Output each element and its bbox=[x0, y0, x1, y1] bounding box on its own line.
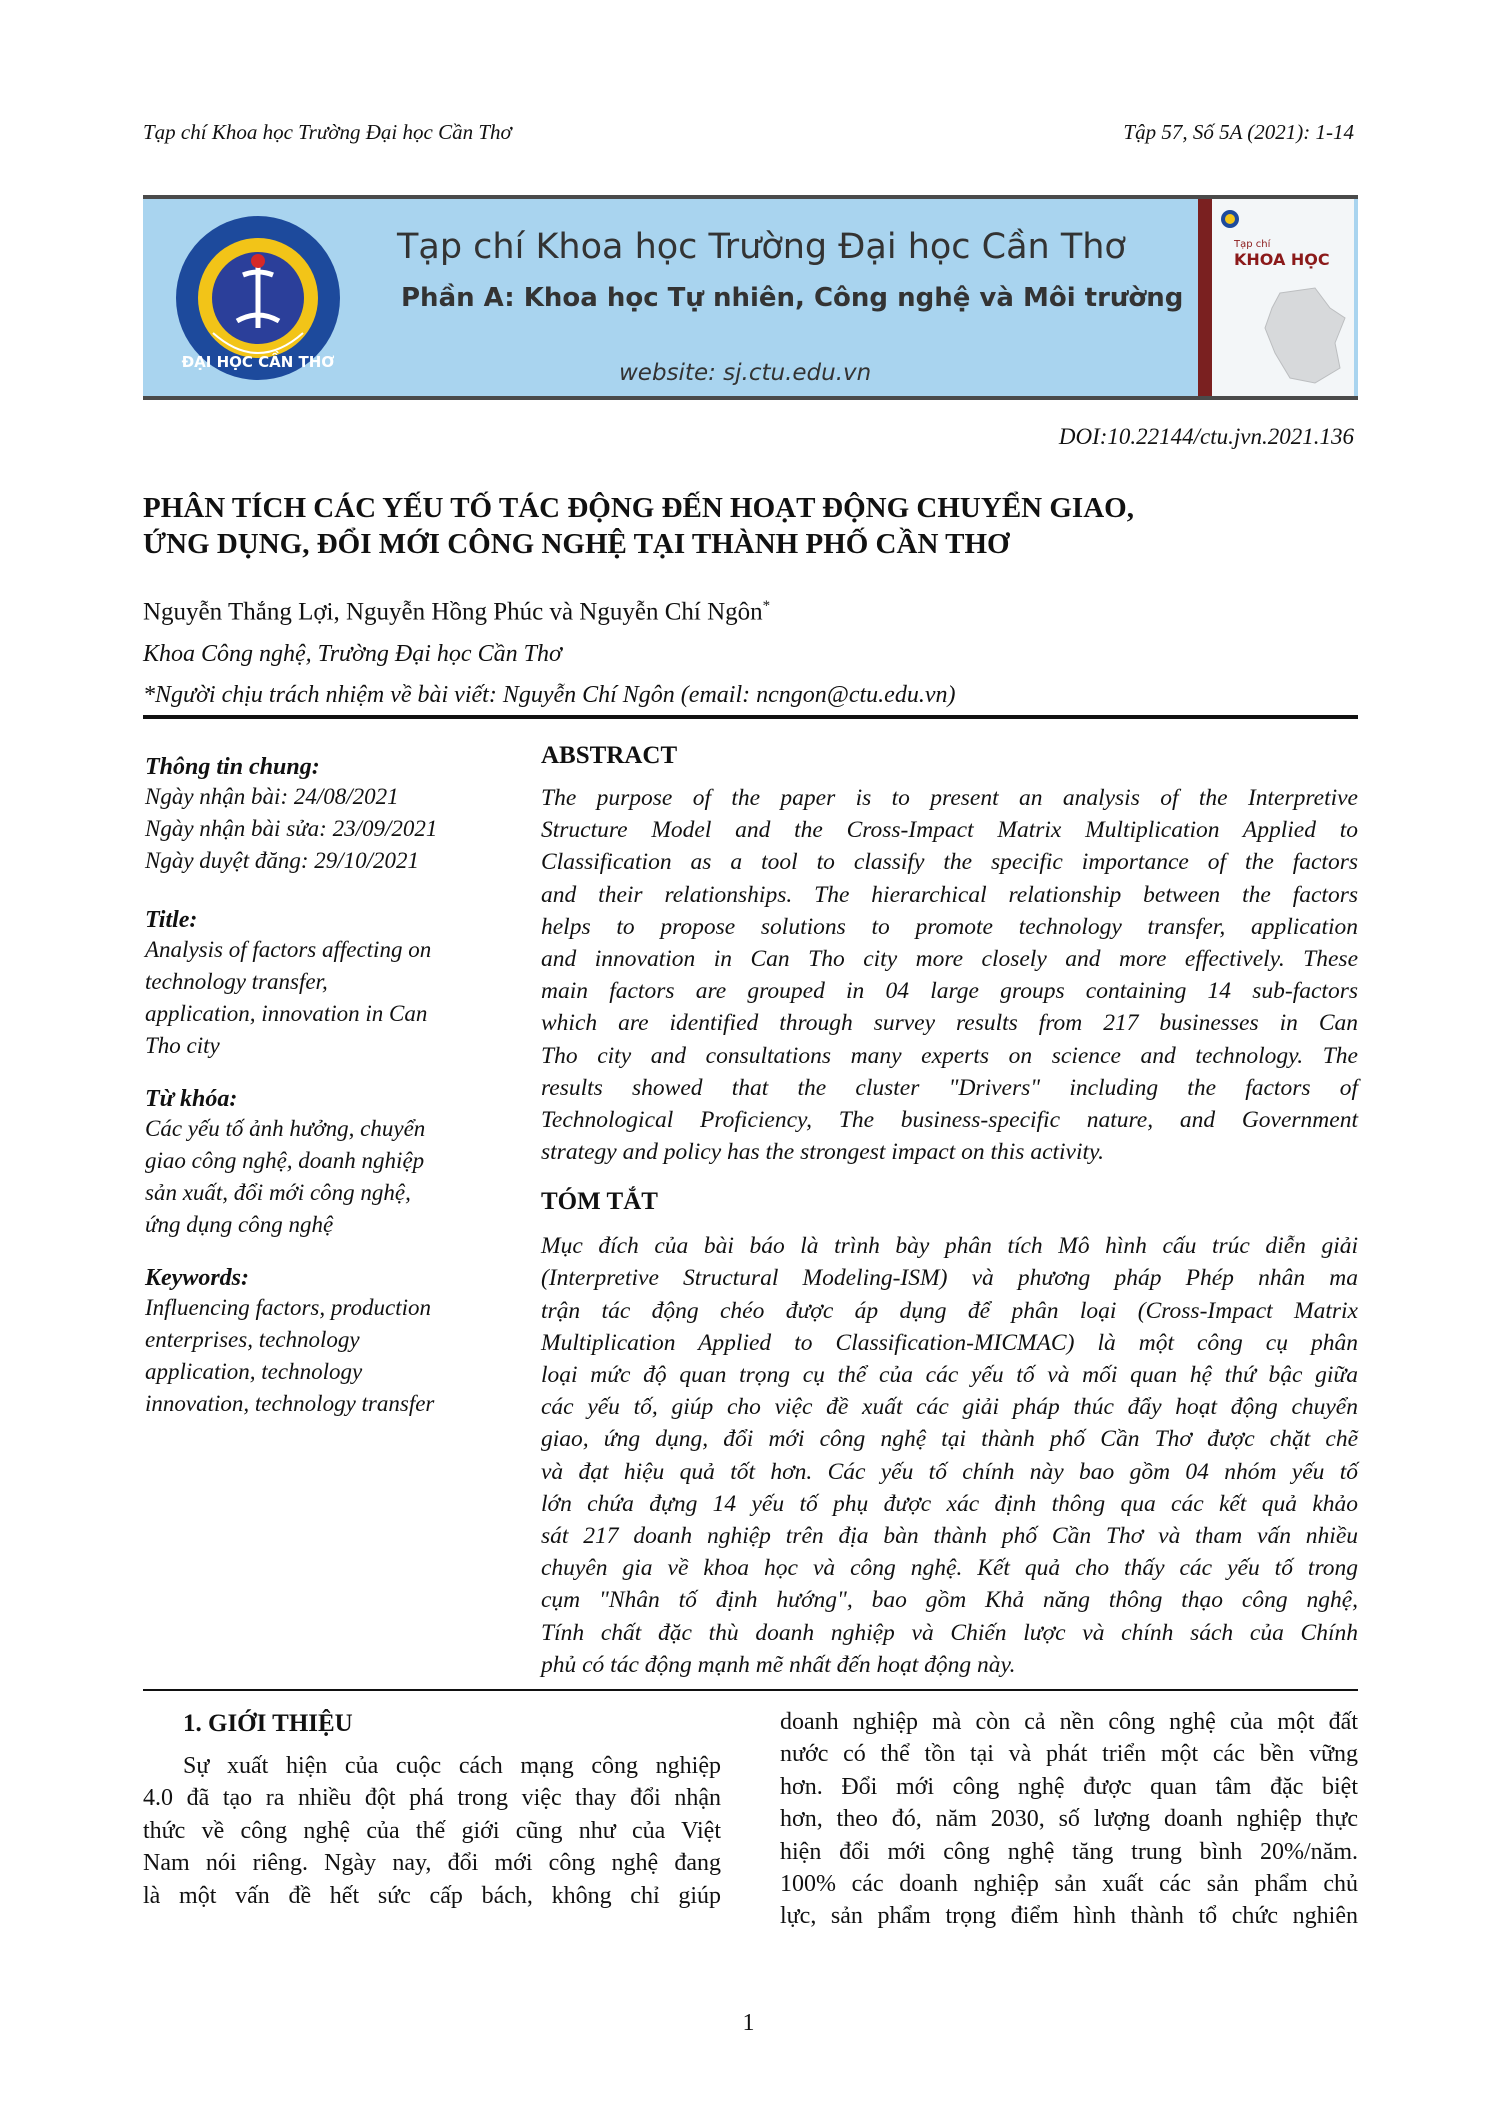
title-line: ỨNG DỤNG, ĐỔI MỚI CÔNG NGHỆ TẠI THÀNH PHỐ CẦN THƠ bbox=[143, 528, 1010, 560]
body-line: hơn. Đổi mới công nghệ được quan tâm đặc biệt bbox=[780, 1773, 1358, 1800]
keywords-en-line: application, technology bbox=[145, 1359, 363, 1384]
keywords-vi-line: sản xuất, đổi mới công nghệ, bbox=[145, 1180, 411, 1205]
summary-line: chuyên gia về khoa học và công nghệ. Kết quả cho thấy các yếu tố trong bbox=[541, 1555, 1358, 1582]
corresponding-author: *Người chịu trách nhiệm về bài viết: Nguyễn Chí Ngôn (email: ncngon@ctu.edu.vn) bbox=[143, 682, 956, 708]
body-line: 100% các doanh nghiệp sản xuất các sản phẩm chủ bbox=[780, 1870, 1358, 1897]
abstract-line: Tho city and consultations many experts on science and technology. The bbox=[541, 1042, 1358, 1069]
body-line: 4.0 đã tạo ra nhiều đột phá trong việc thay đổi nhận bbox=[143, 1785, 721, 1812]
volume-info: Tập 57, Số 5A (2021): 1-14 bbox=[1123, 120, 1354, 144]
revised-date: Ngày nhận bài sửa: 23/09/2021 bbox=[145, 816, 438, 841]
cover-big-text: KHOA HỌC bbox=[1234, 250, 1330, 269]
abstract-line: The purpose of the paper is to present an analysis of the Interpretive bbox=[541, 785, 1358, 811]
author-names: Nguyễn Thắng Lợi, Nguyễn Hồng Phúc và Nguyễn Chí Ngôn bbox=[143, 598, 763, 626]
abstract-line: strategy and policy has the strongest impact on this activity. bbox=[541, 1139, 1105, 1166]
body-line: doanh nghiệp mà còn cả nền công nghệ của một đất bbox=[780, 1709, 1358, 1735]
abstract-column bbox=[541, 738, 1358, 1681]
affiliation: Khoa Công nghệ, Trường Đại học Cần Thơ bbox=[143, 641, 562, 667]
summary-line: giao, ứng dụng, đổi mới công nghệ tại thành phố Cần Thơ được chặt chẽ bbox=[541, 1426, 1358, 1453]
map-icon bbox=[1260, 283, 1350, 388]
section-heading: 1. GIỚI THIỆU bbox=[183, 1710, 353, 1737]
logo-text: ĐẠI HỌC CẦN THƠ bbox=[181, 353, 335, 371]
summary-line: trận tác động chéo được áp dụng để phân loại (Cross-Impact Matrix bbox=[541, 1297, 1358, 1324]
page-number: 1 bbox=[742, 2010, 755, 2036]
doi[interactable]: DOI:10.22144/ctu.jvn.2021.136 bbox=[1058, 424, 1354, 449]
cover-strip bbox=[1198, 199, 1212, 396]
keywords-en-line: innovation, technology transfer bbox=[145, 1391, 435, 1416]
cover-logo-icon bbox=[1220, 209, 1240, 229]
summary-line: Tính chất đặc thù doanh nghiệp và Chiến lược và chính sách của Chính bbox=[541, 1619, 1358, 1646]
journal-cover-thumbnail bbox=[1212, 199, 1354, 396]
intro-paragraph-continued bbox=[780, 1706, 1358, 1933]
english-title-line: Analysis of factors affecting on bbox=[145, 937, 432, 962]
keywords-en-line: Influencing factors, production bbox=[145, 1295, 431, 1320]
body-line: Nam nói riêng. Ngày nay, đổi mới công nghệ đang bbox=[143, 1850, 721, 1877]
summary-line: Mục đích của bài báo là trình bày phân tích Mô hình cấu trúc diễn giải bbox=[541, 1233, 1358, 1260]
banner-title: Tạp chí Khoa học Trường Đại học Cần Thơ bbox=[397, 227, 1126, 267]
corresponding-mark: * bbox=[762, 598, 771, 614]
summary-heading: TÓM TẮT bbox=[541, 1188, 658, 1216]
summary-line: cụm "Nhân tố định hướng", bao gồm Khả năng thông thạo công nghệ, bbox=[541, 1587, 1358, 1614]
abstract-line: Structure Model and the Cross-Impact Matrix Multiplication Applied to bbox=[541, 817, 1358, 844]
abstract-line: Classification as a tool to classify the specific importance of the factors bbox=[541, 849, 1358, 876]
received-date: Ngày nhận bài: 24/08/2021 bbox=[145, 784, 399, 809]
keywords-vi-line: giao công nghệ, doanh nghiệp bbox=[145, 1148, 425, 1173]
article-info bbox=[145, 754, 505, 1420]
body-column-right bbox=[780, 1706, 1358, 1933]
body-line: thức về công nghệ của thế giới cũng như của Việt bbox=[143, 1817, 721, 1844]
body-line: hiện đổi mới công nghệ tăng trung bình 20%/năm. bbox=[780, 1838, 1358, 1865]
keywords-vi-line: ứng dụng công nghệ bbox=[145, 1212, 334, 1237]
divider bbox=[143, 1689, 1358, 1691]
body-column-left bbox=[143, 1706, 721, 1912]
general-info-heading: Thông tin chung: bbox=[145, 754, 320, 780]
keywords-en-line: enterprises, technology bbox=[145, 1327, 360, 1352]
english-title-line: Tho city bbox=[145, 1033, 220, 1058]
accepted-date: Ngày duyệt đăng: 29/10/2021 bbox=[145, 848, 420, 873]
running-header bbox=[143, 120, 1354, 150]
summary-line: lớn chứa đựng 14 yếu tố phụ được xác định thông qua các kết quả khảo bbox=[541, 1490, 1358, 1517]
summary-line: các yếu tố, giúp cho việc đề xuất các giải pháp thúc đẩy hoạt động chuyển bbox=[541, 1394, 1358, 1421]
abstract-line: main factors are grouped in 04 large groups containing 14 sub-factors bbox=[541, 978, 1358, 1005]
keywords-vi-line: Các yếu tố ảnh hưởng, chuyển bbox=[145, 1116, 426, 1141]
divider bbox=[143, 715, 1358, 719]
cover-small-text: Tạp chí bbox=[1234, 239, 1271, 250]
abstract-line: and their relationships. The hierarchical relationship between the factors bbox=[541, 881, 1358, 908]
abstract-line: which are identified through survey results from 217 businesses in Can bbox=[541, 1010, 1358, 1037]
summary-body bbox=[541, 1230, 1358, 1681]
banner-website[interactable]: website: sj.ctu.edu.vn bbox=[619, 360, 872, 386]
intro-paragraph bbox=[143, 1750, 721, 1912]
english-title-line: technology transfer, bbox=[145, 969, 328, 994]
keywords-en-heading: Keywords: bbox=[145, 1265, 249, 1291]
abstract-line: Technological Proficiency, The business-specific nature, and Government bbox=[541, 1106, 1358, 1133]
abstract-line: and innovation in Can Tho city more closely and more effectively. These bbox=[541, 945, 1358, 972]
university-logo bbox=[173, 213, 343, 383]
body-line: là một vấn đề hết sức cấp bách, không chỉ giúp bbox=[143, 1882, 721, 1909]
abstract-line: results showed that the cluster "Drivers" including the factors of bbox=[541, 1074, 1358, 1101]
english-title-heading: Title: bbox=[145, 907, 198, 933]
english-title-line: application, innovation in Can bbox=[145, 1001, 428, 1026]
summary-line: (Interpretive Structural Modeling-ISM) và phương pháp Phép nhân ma bbox=[541, 1265, 1358, 1292]
body-line: lực, sản phẩm trọng điểm hình thành tổ chức nghiên bbox=[780, 1903, 1358, 1930]
summary-line: và đạt hiệu quả tốt hơn. Các yếu tố chính này bao gồm 04 nhóm yếu tố bbox=[541, 1458, 1358, 1485]
title-line: PHÂN TÍCH CÁC YẾU TỐ TÁC ĐỘNG ĐẾN HOẠT ĐỘNG CHUYỂN GIAO, bbox=[143, 492, 1134, 524]
journal-name: Tạp chí Khoa học Trường Đại học Cần Thơ bbox=[143, 120, 512, 144]
abstract-heading: ABSTRACT bbox=[541, 742, 678, 769]
authors bbox=[143, 598, 770, 626]
body-line: Sự xuất hiện của cuộc cách mạng công nghiệp bbox=[183, 1753, 721, 1779]
summary-line: loại mức độ quan trọng cụ thể của các yếu tố và mối quan hệ thứ bậc giữa bbox=[541, 1362, 1358, 1388]
summary-line: sát 217 doanh nghiệp trên địa bàn thành phố Cần Thơ và tham vấn nhiều bbox=[541, 1522, 1358, 1549]
body-line: hơn, theo đó, năm 2030, số lượng doanh nghiệp thực bbox=[780, 1806, 1358, 1833]
summary-line: Multiplication Applied to Classification-MICMAC) là một công cụ phân bbox=[541, 1329, 1358, 1356]
paper-title bbox=[143, 490, 1354, 562]
abstract-line: helps to propose solutions to promote technology transfer, application bbox=[541, 913, 1358, 940]
journal-banner bbox=[143, 195, 1358, 400]
keywords-vi-heading: Từ khóa: bbox=[145, 1086, 238, 1112]
body-line: nước có thể tồn tại và phát triển một các bền vững bbox=[780, 1741, 1358, 1768]
summary-line: phủ có tác động mạnh mẽ nhất đến hoạt động này. bbox=[541, 1651, 1016, 1678]
abstract-body bbox=[541, 782, 1358, 1168]
banner-subtitle: Phần A: Khoa học Tự nhiên, Công nghệ và Môi trường bbox=[401, 283, 1184, 313]
